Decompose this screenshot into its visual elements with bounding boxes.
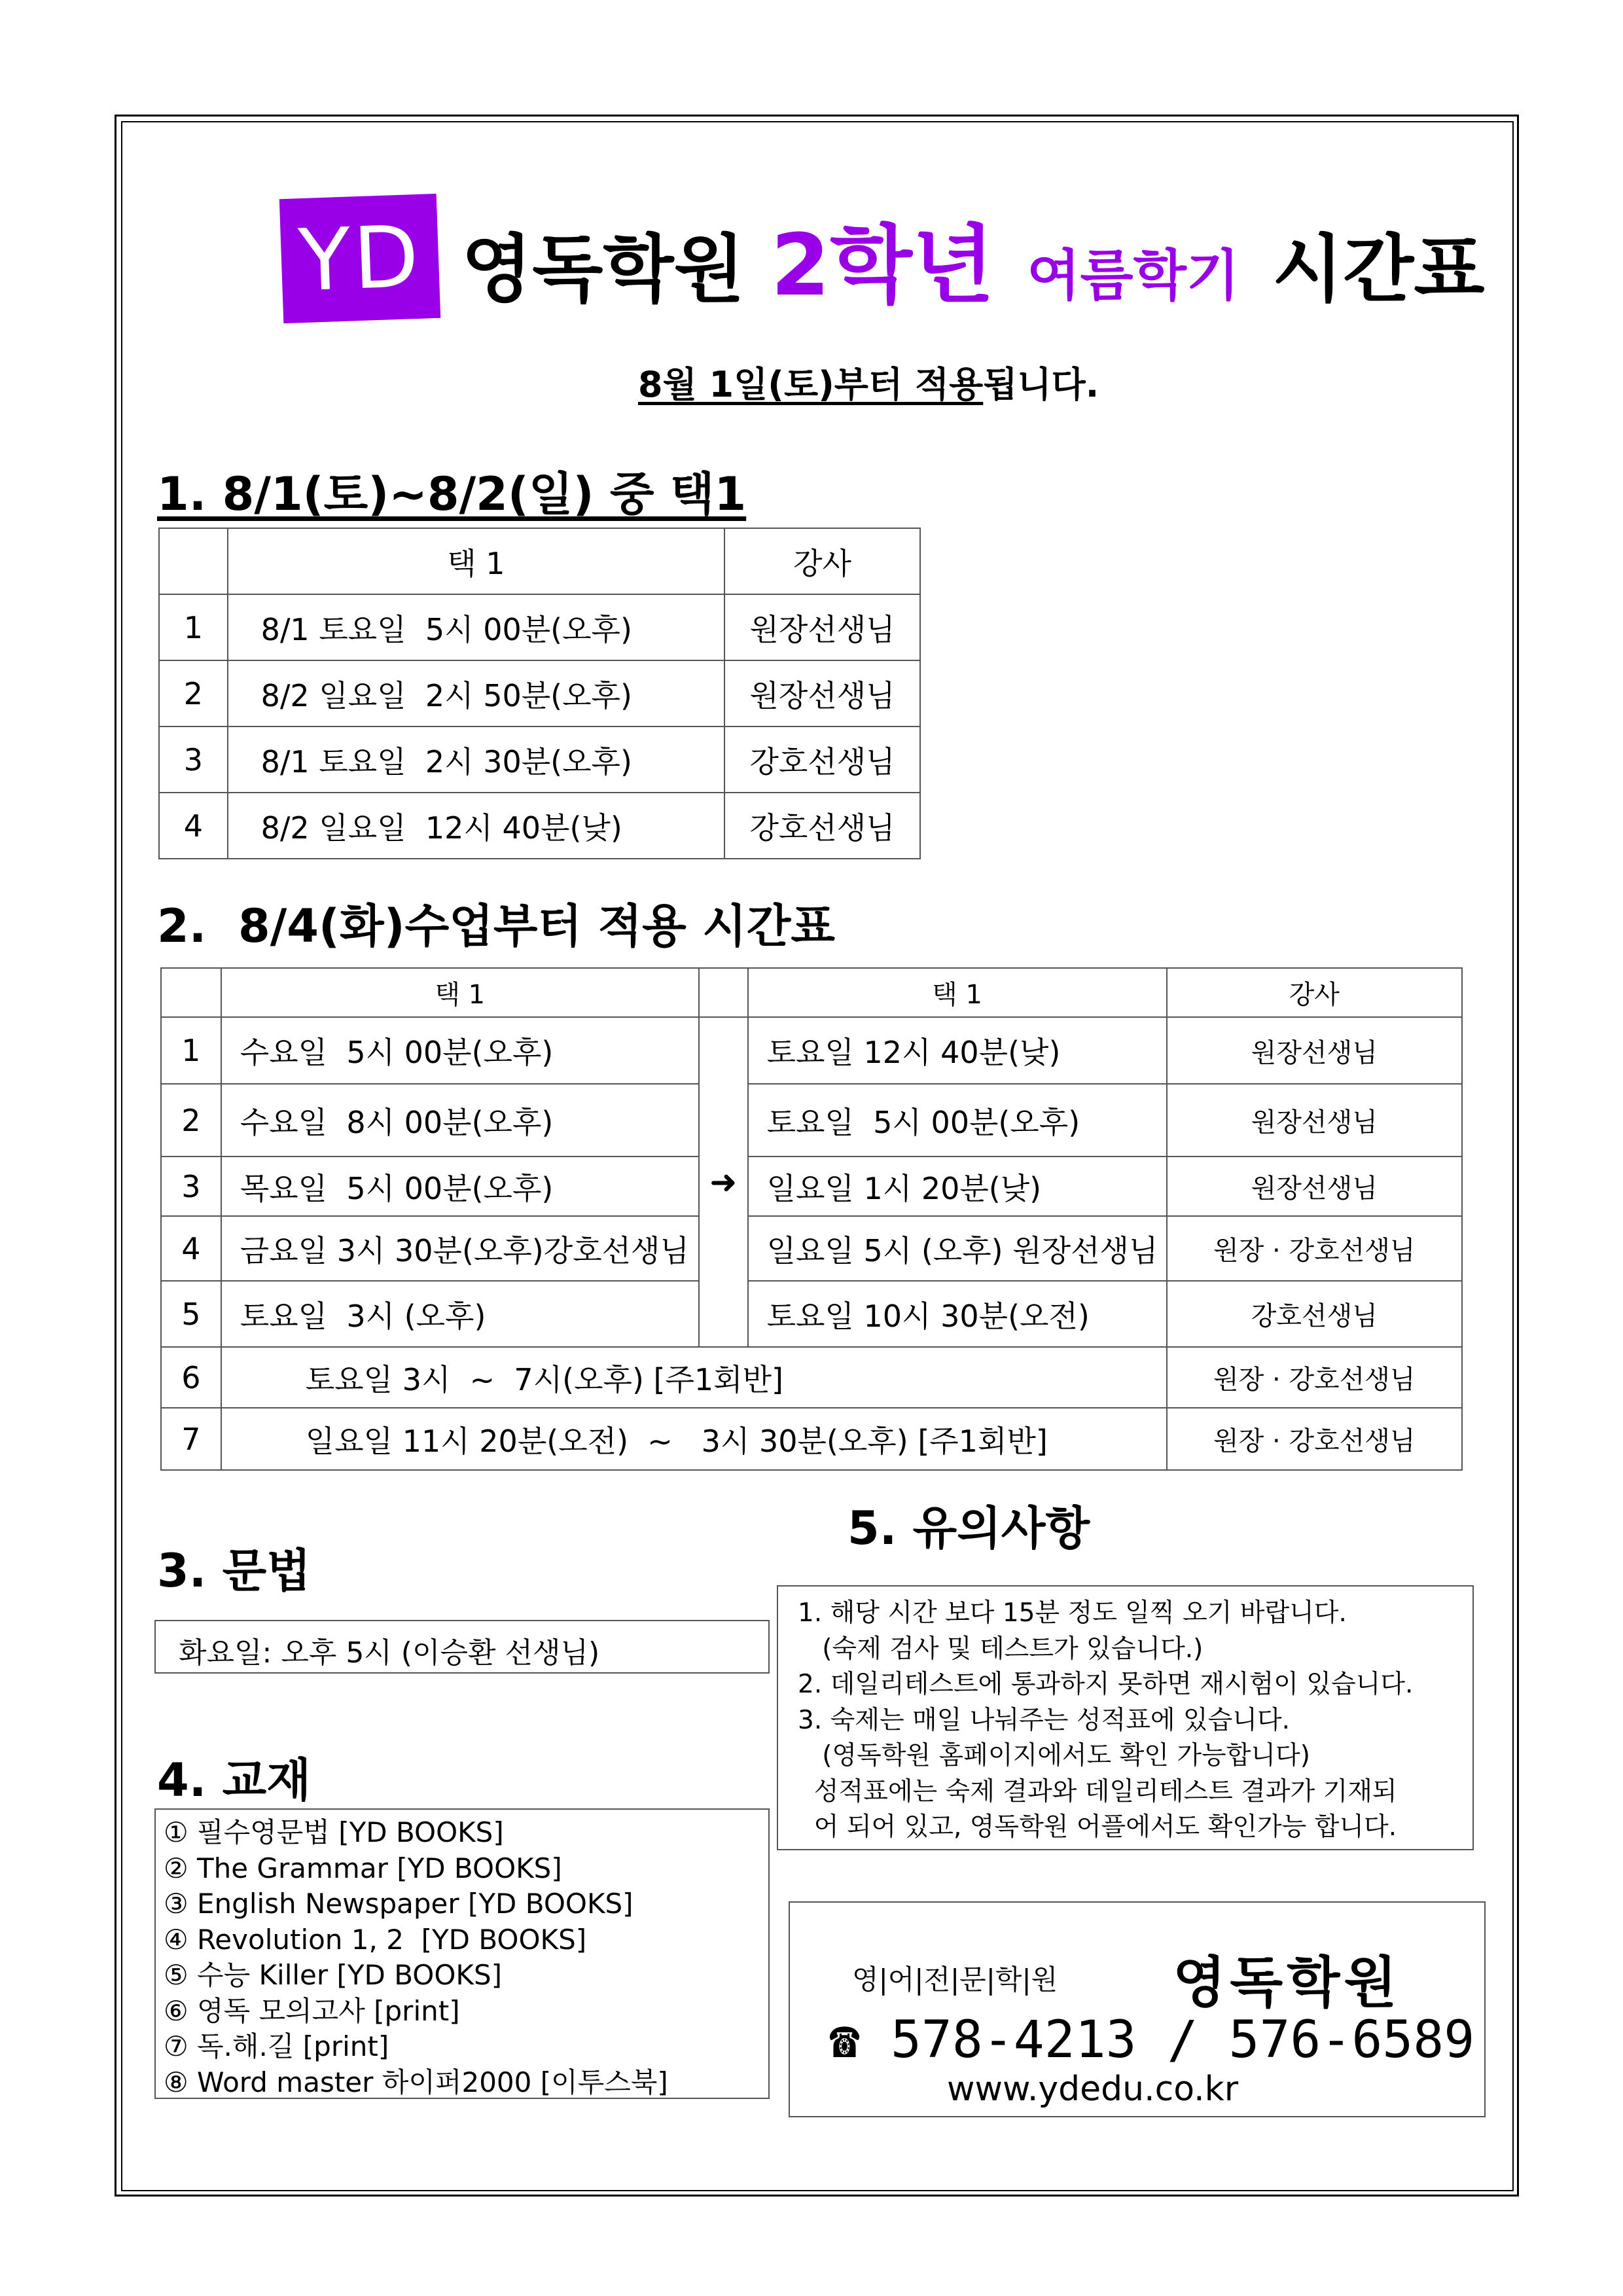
table-row bbox=[161, 1347, 1462, 1408]
header-cell: 택 1 bbox=[221, 968, 699, 1017]
row-number: 4 bbox=[161, 1216, 221, 1281]
header-cell bbox=[699, 968, 748, 1017]
website-link[interactable]: www.ydedu.co.kr bbox=[947, 2070, 1239, 2109]
title-grade: 2학년 bbox=[770, 215, 995, 315]
phone-icon: ☎ bbox=[829, 2011, 860, 2070]
table-row bbox=[161, 1017, 1462, 1084]
page-subtitle bbox=[638, 357, 1099, 407]
table-row bbox=[161, 1084, 1462, 1157]
table-row bbox=[159, 594, 920, 660]
row-time-from: 금요일 3시 30분(오후)강호선생님 bbox=[221, 1216, 699, 1281]
contact-box bbox=[789, 1901, 1486, 2117]
list-item: ① 필수영문법 [YD BOOKS] bbox=[164, 1816, 504, 1848]
row-time: 8/1 토요일 2시 30분(오후) bbox=[228, 726, 724, 793]
header-cell: 택 1 bbox=[228, 528, 724, 594]
row-teacher: 원장 · 강호선생님 bbox=[1167, 1408, 1462, 1470]
list-item: ② The Grammar [YD BOOKS] bbox=[164, 1852, 562, 1884]
row-teacher: 강호선생님 bbox=[724, 793, 920, 859]
section2-heading: 2. 8/4(화)수업부터 적용 시간표 bbox=[157, 899, 835, 953]
section4-heading: 4. 교재 bbox=[157, 1753, 311, 1807]
row-time-from: 토요일 3시 (오후) bbox=[221, 1281, 699, 1347]
table-row bbox=[161, 1281, 1462, 1347]
textbook-list bbox=[154, 1808, 770, 2099]
table-row bbox=[161, 1157, 1462, 1216]
row-teacher: 강호선생님 bbox=[724, 726, 920, 793]
row-time: 8/1 토요일 5시 00분(오후) bbox=[228, 594, 724, 660]
table-row bbox=[159, 660, 920, 726]
section5-heading: 5. 유의사항 bbox=[847, 1501, 1090, 1555]
yd-logo: YD bbox=[279, 194, 440, 323]
contact-phone bbox=[829, 2011, 1474, 2070]
row-number: 7 bbox=[161, 1408, 221, 1470]
note-line: (영독학원 홈페이지에서도 확인 가능합니다) bbox=[798, 1741, 1310, 1770]
header-cell bbox=[159, 528, 228, 594]
contact-academy-name: 영독학원 bbox=[1173, 1950, 1401, 2015]
subtitle-rest: 됩니다. bbox=[983, 364, 1099, 405]
table-header-row bbox=[159, 528, 920, 594]
row-time-from: 수요일 8시 00분(오후) bbox=[221, 1084, 699, 1157]
list-item: ③ English Newspaper [YD BOOKS] bbox=[164, 1888, 633, 1920]
list-item: ⑧ Word master 하이퍼2000 [이투스북] bbox=[164, 2066, 668, 2098]
table-row bbox=[161, 1216, 1462, 1281]
note-line: 어 되어 있고, 영독학원 어플에서도 확인가능 합니다. bbox=[798, 1812, 1397, 1842]
note-line: (숙제 검사 및 테스트가 있습니다.) bbox=[798, 1634, 1204, 1664]
contact-tagline: 영|어|전|문|학|원 bbox=[852, 1964, 1058, 1996]
phone-numbers: 578-4213 / 576-6589 bbox=[890, 2011, 1475, 2070]
row-teacher: 원장선생님 bbox=[1167, 1017, 1462, 1084]
arrow-icon: ➜ bbox=[699, 1017, 748, 1347]
table-row bbox=[159, 793, 920, 859]
row-number: 2 bbox=[161, 1084, 221, 1157]
row-teacher: 원장 · 강호선생님 bbox=[1167, 1347, 1462, 1408]
row-time-range: 일요일 11시 20분(오전) ~ 3시 30분(오후) [주1회반] bbox=[221, 1408, 1167, 1470]
page-title bbox=[461, 215, 1485, 315]
row-time-range: 토요일 3시 ~ 7시(오후) [주1회반] bbox=[221, 1347, 1167, 1408]
title-timetable: 시간표 bbox=[1272, 227, 1485, 312]
section3-heading: 3. 문법 bbox=[157, 1544, 311, 1598]
title-term: 여름학기 bbox=[1027, 243, 1240, 308]
row-time-from: 수요일 5시 00분(오후) bbox=[221, 1017, 699, 1084]
row-time: 8/2 일요일 12시 40분(낮) bbox=[228, 793, 724, 859]
row-time: 8/2 일요일 2시 50분(오후) bbox=[228, 660, 724, 726]
table-row bbox=[161, 1408, 1462, 1470]
row-time-to: 일요일 1시 20분(낮) bbox=[748, 1157, 1167, 1216]
list-item: ⑤ 수능 Killer [YD BOOKS] bbox=[164, 1959, 503, 1991]
table-row bbox=[159, 726, 920, 793]
list-item: ⑦ 독.해.길 [print] bbox=[164, 2030, 389, 2062]
grammar-schedule: 화요일: 오후 5시 (이승환 선생님) bbox=[154, 1620, 770, 1674]
row-number: 1 bbox=[159, 594, 228, 660]
row-time-from: 목요일 5시 00분(오후) bbox=[221, 1157, 699, 1216]
title-academy: 영독학원 bbox=[461, 227, 745, 312]
row-teacher: 원장 · 강호선생님 bbox=[1167, 1216, 1462, 1281]
header-cell bbox=[161, 968, 221, 1017]
row-number: 4 bbox=[159, 793, 228, 859]
section1-table bbox=[158, 528, 921, 859]
row-number: 6 bbox=[161, 1347, 221, 1408]
row-teacher: 강호선생님 bbox=[1167, 1281, 1462, 1347]
row-number: 3 bbox=[161, 1157, 221, 1216]
section2-table bbox=[160, 967, 1463, 1471]
row-teacher: 원장선생님 bbox=[1167, 1157, 1462, 1216]
note-line: 1. 해당 시간 보다 15분 정도 일찍 오기 바랍니다. bbox=[798, 1598, 1347, 1628]
row-number: 5 bbox=[161, 1281, 221, 1347]
subtitle-date: 8월 1일(토)부터 적용 bbox=[638, 364, 984, 405]
list-item: ⑥ 영독 모의고사 [print] bbox=[164, 1994, 460, 2027]
row-number: 2 bbox=[159, 660, 228, 726]
section1-heading: 1. 8/1(토)~8/2(일) 중 택1 bbox=[157, 467, 747, 521]
notes-box bbox=[777, 1585, 1474, 1850]
row-time-to: 토요일 12시 40분(낮) bbox=[748, 1017, 1167, 1084]
row-time-to: 토요일 10시 30분(오전) bbox=[748, 1281, 1167, 1347]
header-cell: 강사 bbox=[724, 528, 920, 594]
row-time-to: 일요일 5시 (오후) 원장선생님 bbox=[748, 1216, 1167, 1281]
row-time-to: 토요일 5시 00분(오후) bbox=[748, 1084, 1167, 1157]
row-number: 1 bbox=[161, 1017, 221, 1084]
note-line: 2. 데일리테스트에 통과하지 못하면 재시험이 있습니다. bbox=[798, 1670, 1414, 1699]
row-number: 3 bbox=[159, 726, 228, 793]
row-teacher: 원장선생님 bbox=[1167, 1084, 1462, 1157]
table-header-row bbox=[161, 968, 1462, 1017]
list-item: ④ Revolution 1, 2 [YD BOOKS] bbox=[164, 1923, 587, 1956]
header-cell: 강사 bbox=[1167, 968, 1462, 1017]
note-line: 3. 숙제는 매일 나눠주는 성적표에 있습니다. bbox=[798, 1705, 1291, 1735]
header-cell: 택 1 bbox=[748, 968, 1167, 1017]
row-teacher: 원장선생님 bbox=[724, 594, 920, 660]
row-teacher: 원장선생님 bbox=[724, 660, 920, 726]
note-line: 성적표에는 숙제 결과와 데일리테스트 결과가 기재되 bbox=[798, 1776, 1397, 1806]
